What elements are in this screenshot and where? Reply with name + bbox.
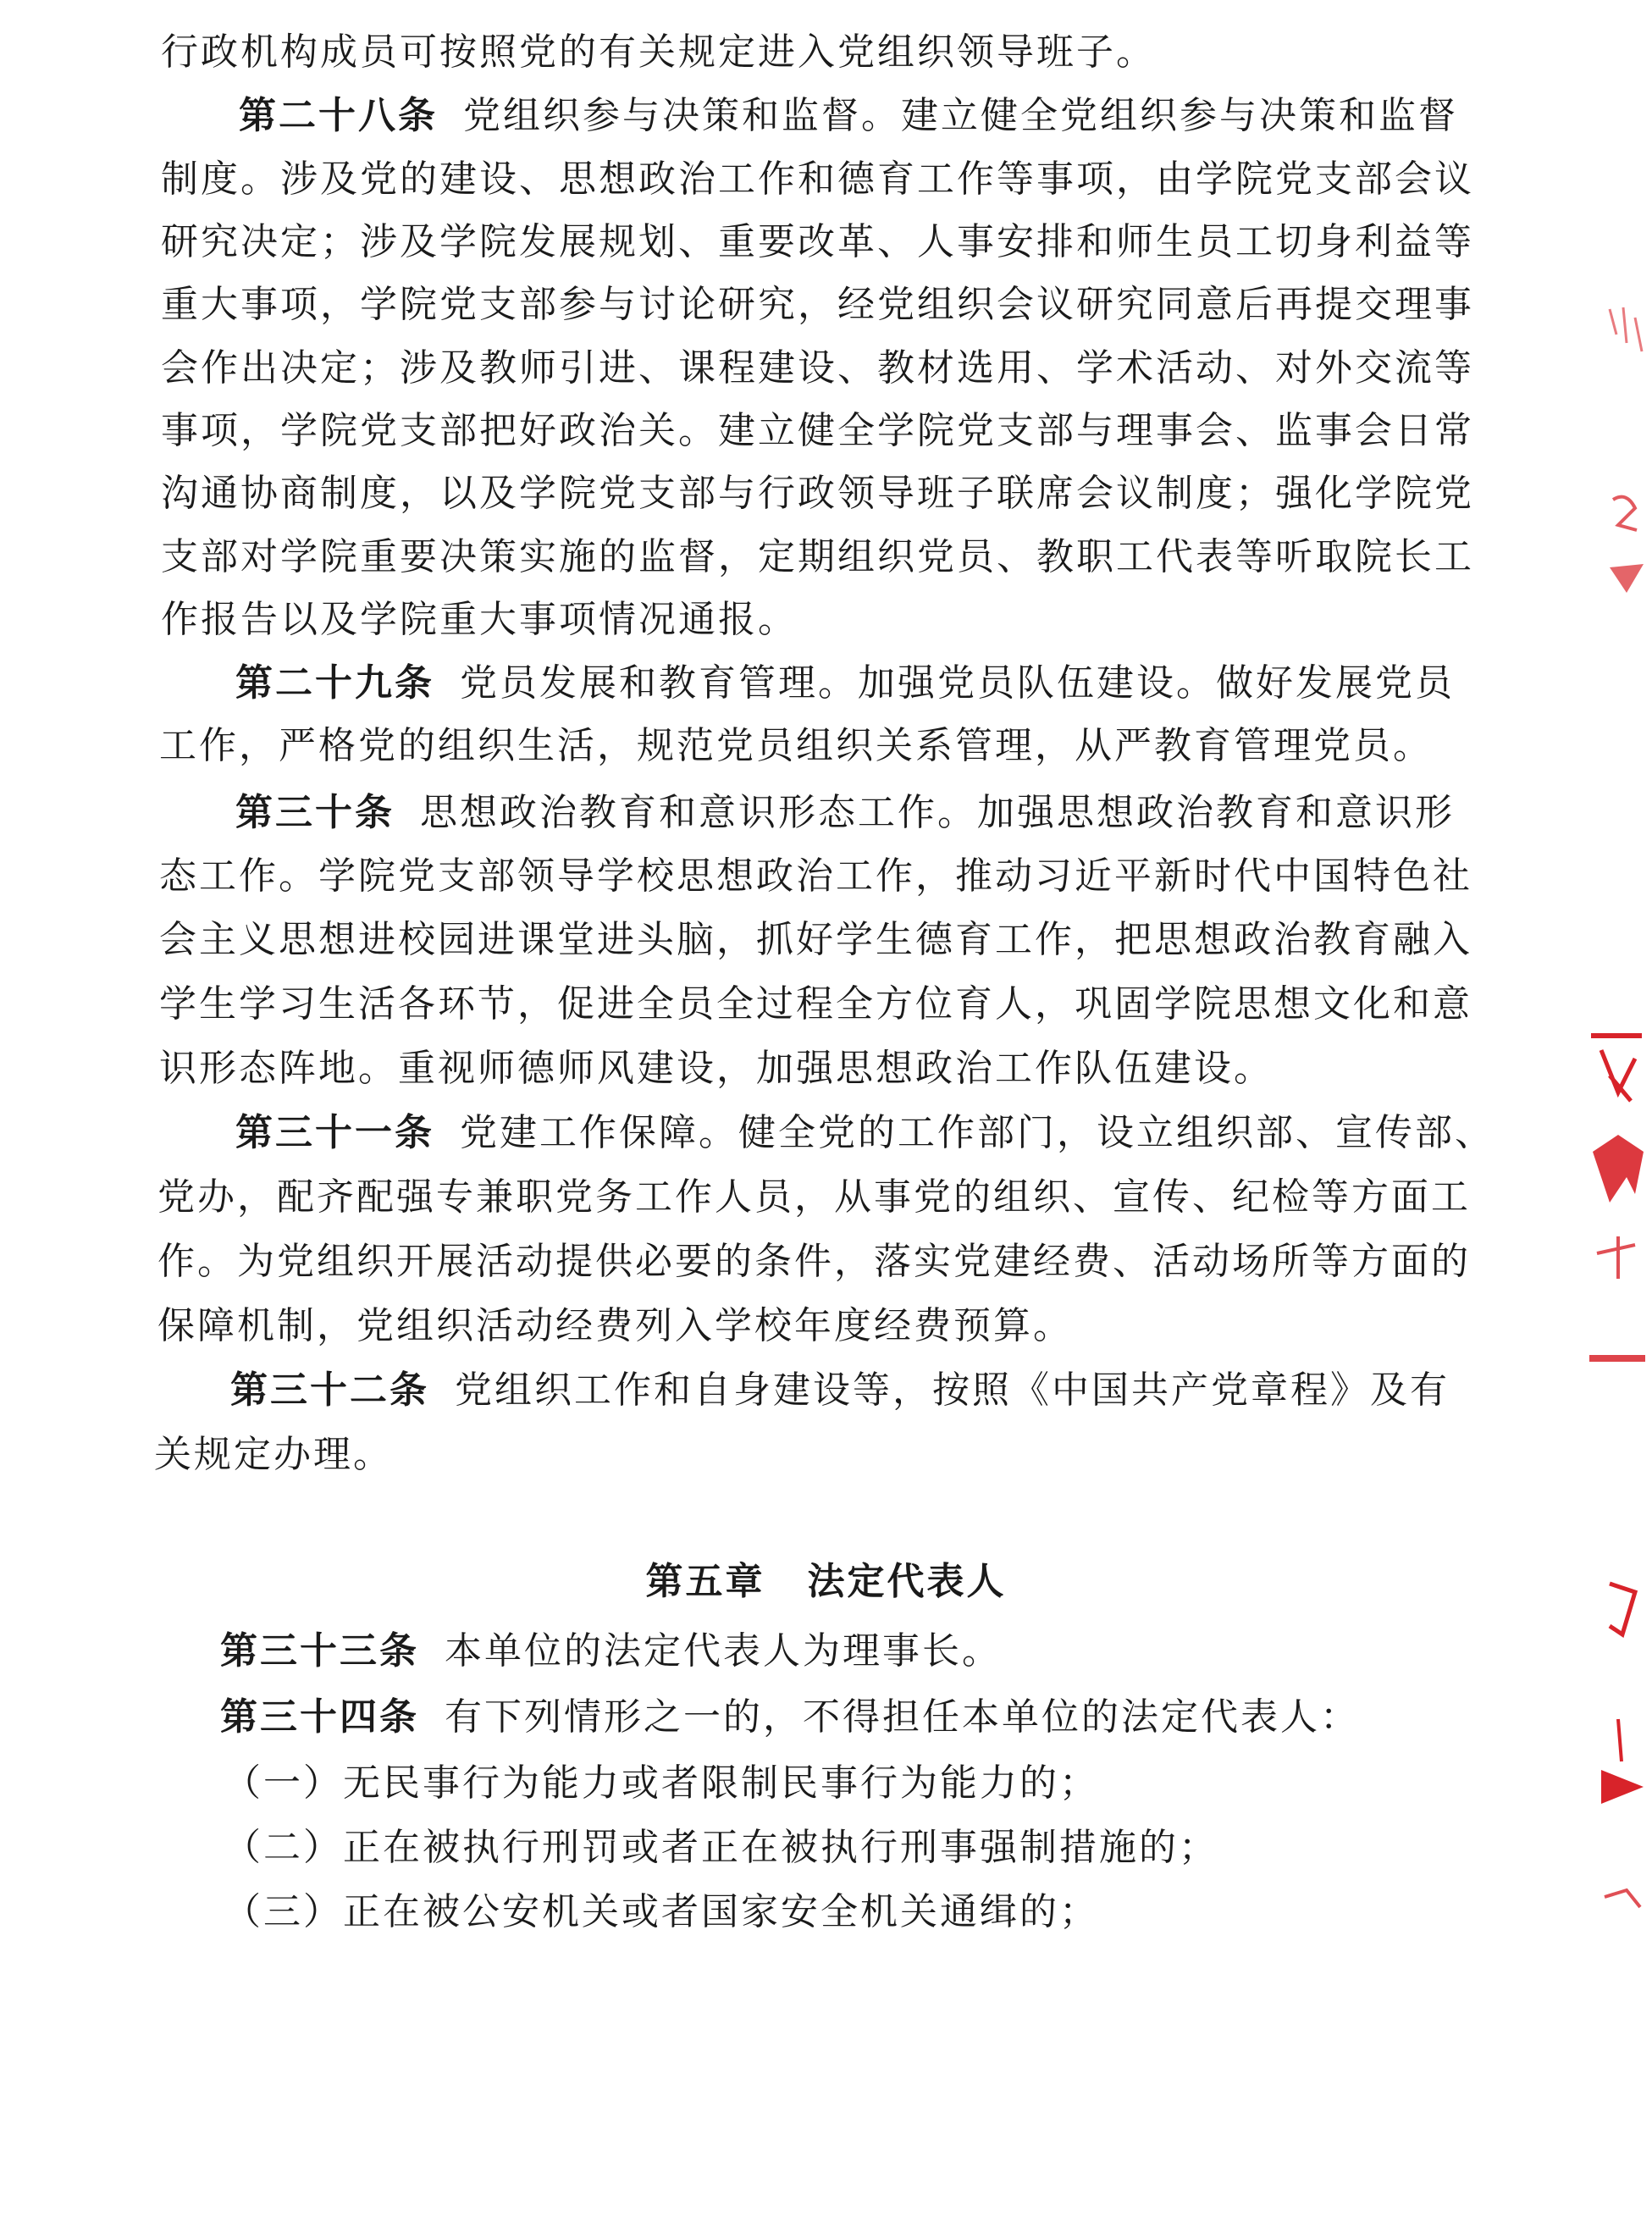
text-line: 工作，严格党的组织生活，规范党员组织关系管理，从严教育管理党员。 — [159, 724, 1433, 767]
article-31 — [235, 1108, 1495, 1159]
article-28 — [239, 91, 1458, 141]
text-line: 重大事项，学院党支部参与讨论研究，经党组织会议研究同意后再提交理事 — [161, 283, 1474, 326]
text-line: 保障机制，党组织活动经费列入学校年度经费预算。 — [157, 1304, 1073, 1347]
list-item: （一）无民事行为能力或者限制民事行为能力的； — [224, 1761, 1099, 1805]
article-label: 第三十条 — [235, 791, 395, 834]
text-line: 态工作。学院党支部领导学校思想政治工作，推动习近平新时代中国特色社 — [159, 854, 1472, 898]
article-text: 党建工作保障。健全党的工作部门，设立组织部、宣传部、 — [460, 1111, 1495, 1154]
text-line: 作报告以及学院重大事项情况通报。 — [161, 598, 798, 641]
article-32 — [230, 1365, 1450, 1416]
article-label: 第三十三条 — [220, 1629, 419, 1673]
text-line: 事项，学院党支部把好政治关。建立健全学院党支部与理事会、监事会日常 — [161, 409, 1474, 452]
article-text: 党员发展和教育管理。加强党员队伍建设。做好发展党员 — [460, 661, 1455, 705]
article-label: 第三十二条 — [230, 1369, 429, 1412]
text-line: 研究决定；涉及学院发展规划、重要改革、人事安排和师生员工切身利益等 — [161, 220, 1474, 263]
article-label: 第三十一条 — [235, 1111, 434, 1154]
article-text: 有下列情形之一的，不得担任本单位的法定代表人： — [445, 1695, 1360, 1739]
article-label: 第二十九条 — [235, 661, 434, 705]
article-29 — [235, 658, 1455, 709]
text-line: 识形态阵地。重视师德师风建设，加强思想政治工作队伍建设。 — [159, 1047, 1274, 1090]
article-text: 党组织工作和自身建设等，按照《中国共产党章程》及有 — [455, 1369, 1450, 1412]
seal-fragment — [1593, 1575, 1652, 1931]
text-line: 党办，配齐配强专兼职党务工作人员，从事党的组织、宣传、纪检等方面工 — [157, 1175, 1471, 1219]
text-line: 会作出决定；涉及教师引进、课程建设、教材选用、学术活动、对外交流等 — [161, 346, 1474, 390]
chapter-number: 第五章 — [645, 1560, 765, 1603]
seal-fragment — [1601, 483, 1652, 610]
article-30 — [235, 788, 1455, 838]
seal-fragment — [1584, 1025, 1652, 1380]
article-33 — [220, 1626, 1002, 1677]
text-line: 学生学习生活各环节，促进全员全过程全方位育人，巩固学院思想文化和意 — [159, 982, 1472, 1026]
chapter-heading — [0, 1557, 1652, 1607]
text-line: 支部对学院重要决策实施的监督，定期组织党员、教职工代表等听取院长工 — [161, 535, 1474, 578]
text-line: 关规定办理。 — [154, 1433, 393, 1476]
text-line: 作。为党组织开展活动提供必要的条件，落实党建经费、活动场所等方面的 — [157, 1240, 1471, 1283]
text-line: 制度。涉及党的建设、思想政治工作和德育工作等事项，由学院党支部会议 — [161, 158, 1474, 201]
article-label: 第二十八条 — [239, 94, 438, 137]
list-item: （二）正在被执行刑罚或者正在被执行刑事强制措施的； — [224, 1826, 1218, 1869]
article-text: 思想政治教育和意识形态工作。加强思想政治教育和意识形 — [420, 791, 1455, 834]
article-text: 本单位的法定代表人为理事长。 — [445, 1629, 1002, 1673]
article-label: 第三十四条 — [220, 1695, 419, 1739]
article-text: 党组织参与决策和监督。建立健全党组织参与决策和监督 — [463, 94, 1458, 137]
article-34 — [220, 1692, 1360, 1743]
seal-fragment — [1601, 301, 1652, 377]
text-line: 会主义思想进校园进课堂进头脑，抓好学生德育工作，把思想政治教育融入 — [159, 918, 1472, 961]
list-item: （三）正在被公安机关或者国家安全机关通缉的； — [224, 1890, 1099, 1933]
text-line: 沟通协商制度，以及学院党支部与行政领导班子联席会议制度；强化学院党 — [161, 472, 1474, 515]
text-line: 行政机构成员可按照党的有关规定进入党组织领导班子。 — [161, 30, 1156, 74]
chapter-title: 法定代表人 — [807, 1560, 1007, 1603]
